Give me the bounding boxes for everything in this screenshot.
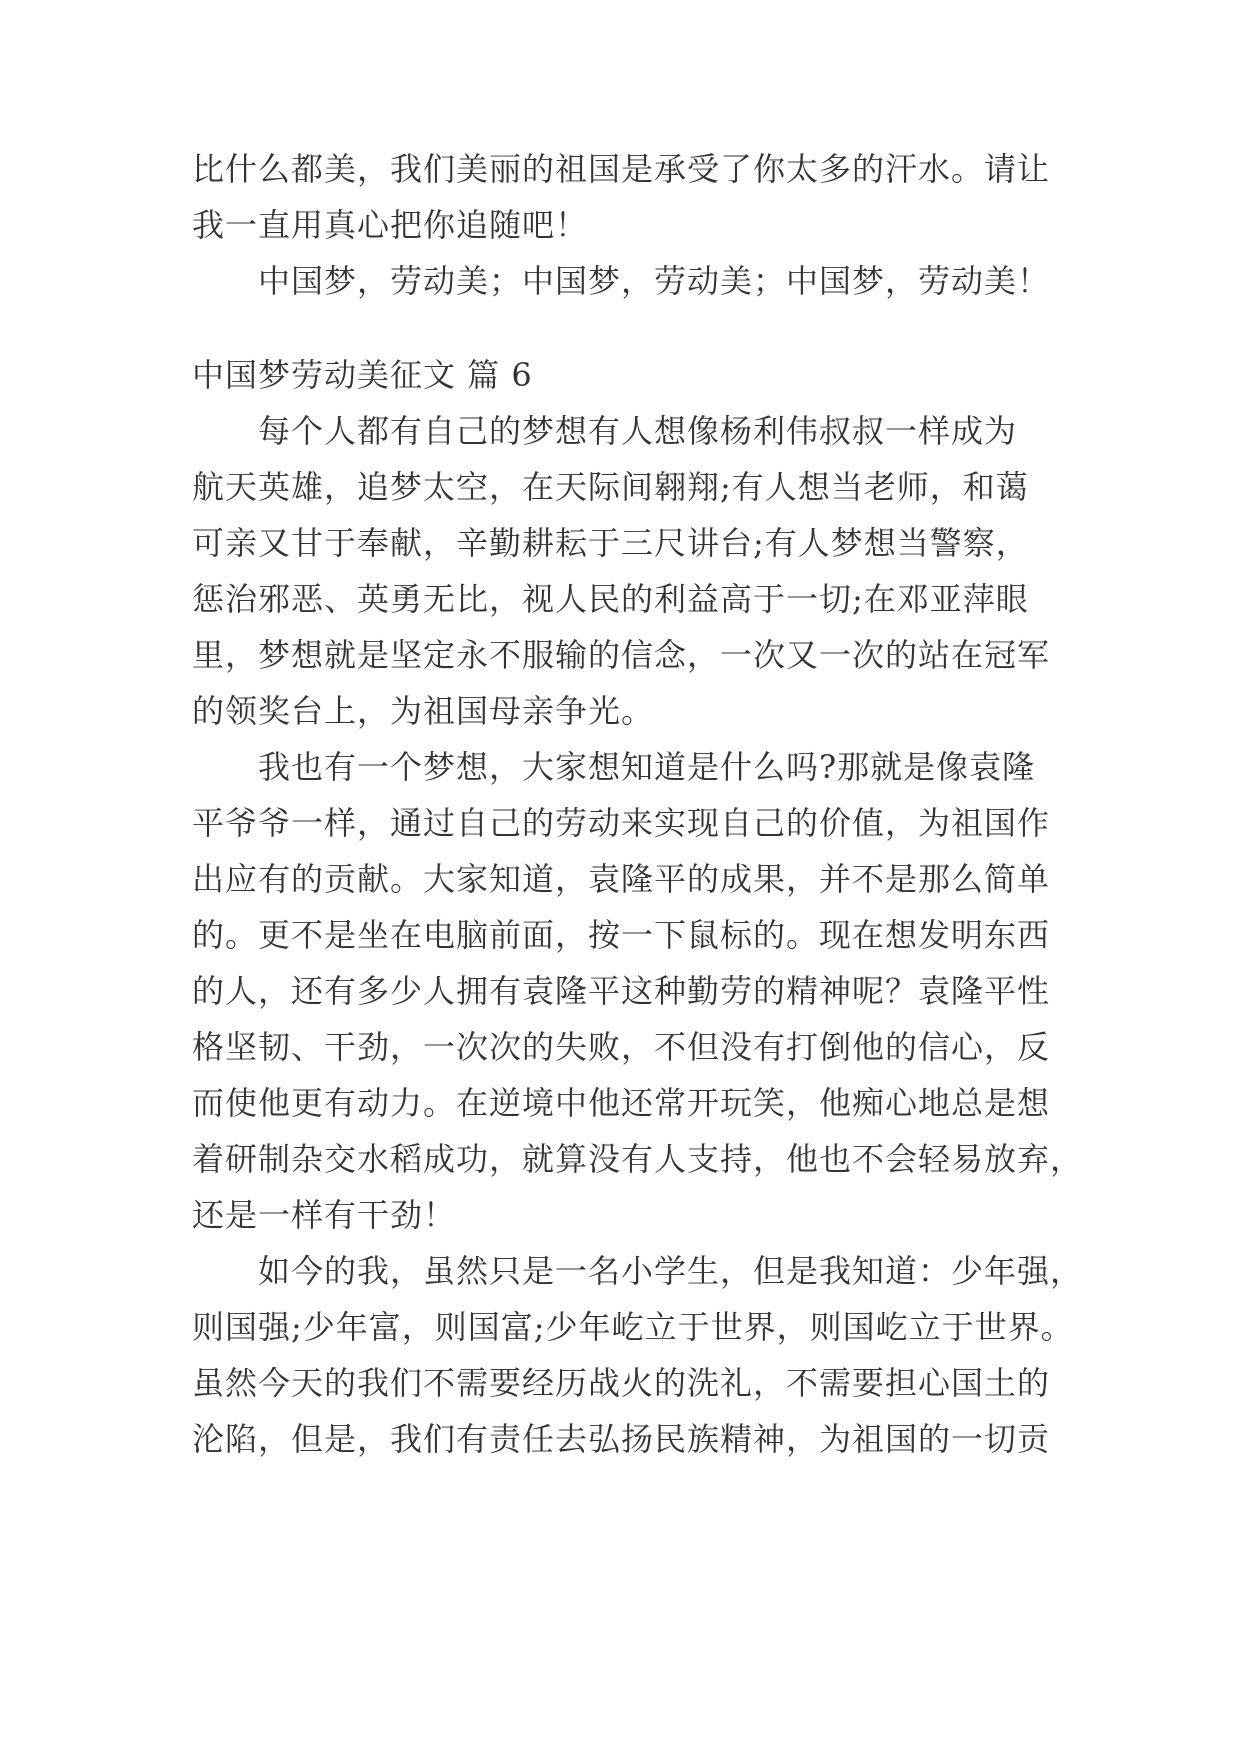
paragraph-3 xyxy=(192,1243,1084,1467)
text-line: 出应有的贡献。大家知道，袁隆平的成果，并不是那么简单 xyxy=(192,860,1051,898)
text-line: 沦陷，但是，我们有责任去弘扬民族精神，为祖国的一切贡 xyxy=(192,1420,1051,1458)
text-line: 比什么都美，我们美丽的祖国是承受了你太多的汗水。请让 xyxy=(192,150,1051,188)
text-line: 着研制杂交水稻成功，就算没有人支持，他也不会轻易放弃， xyxy=(192,1140,1084,1178)
text-line: 还是一样有干劲！ xyxy=(192,1196,457,1234)
text-line: 的领奖台上，为祖国母亲争光。 xyxy=(192,692,655,730)
paragraph-1 xyxy=(192,403,1062,739)
text-line: 平爷爷一样，通过自己的劳动来实现自己的价值，为祖国作 xyxy=(192,804,1051,842)
text-line: 每个人都有自己的梦想有人想像杨利伟叔叔一样成为 xyxy=(258,412,1018,450)
section-title: 中国梦劳动美征文 篇 6 xyxy=(192,356,533,394)
text-line: 的人，还有多少人拥有袁隆平这种勤劳的精神呢？袁隆平性 xyxy=(192,972,1051,1010)
text-line: 而使他更有动力。在逆境中他还常开玩笑，他痴心地总是想 xyxy=(192,1084,1051,1122)
section-title-block xyxy=(192,347,1062,403)
text-line: 如今的我，虽然只是一名小学生，但是我知道：少年强， xyxy=(258,1252,1084,1290)
text-line: 格坚韧、干劲，一次次的失败，不但没有打倒他的信心，反 xyxy=(192,1028,1051,1066)
carryover-paragraph xyxy=(192,141,1062,309)
text-line: 虽然今天的我们不需要经历战火的洗礼，不需要担心国土的 xyxy=(192,1364,1051,1402)
text-line: 可亲又甘于奉献，辛勤耕耘于三尺讲台;有人梦想当警察， xyxy=(192,524,1029,562)
paragraph-2 xyxy=(192,739,1084,1243)
text-line: 惩治邪恶、英勇无比，视人民的利益高于一切;在邓亚萍眼 xyxy=(192,580,1029,618)
text-line: 里，梦想就是坚定永不服输的信念，一次又一次的站在冠军 xyxy=(192,636,1051,674)
slogan-line: 中国梦，劳动美；中国梦，劳动美；中国梦，劳动美！ xyxy=(258,262,1051,300)
text-line: 航天英雄，追梦太空，在天际间翱翔;有人想当老师，和蔼 xyxy=(192,468,1029,506)
text-line: 我也有一个梦想，大家想知道是什么吗?那就是像袁隆 xyxy=(258,748,1036,786)
text-line: 的。更不是坐在电脑前面，按一下鼠标的。现在想发明东西 xyxy=(192,916,1051,954)
text-line: 则国强;少年富，则国富;少年屹立于世界，则国屹立于世界。 xyxy=(192,1308,1074,1346)
text-line: 我一直用真心把你追随吧！ xyxy=(192,206,589,244)
